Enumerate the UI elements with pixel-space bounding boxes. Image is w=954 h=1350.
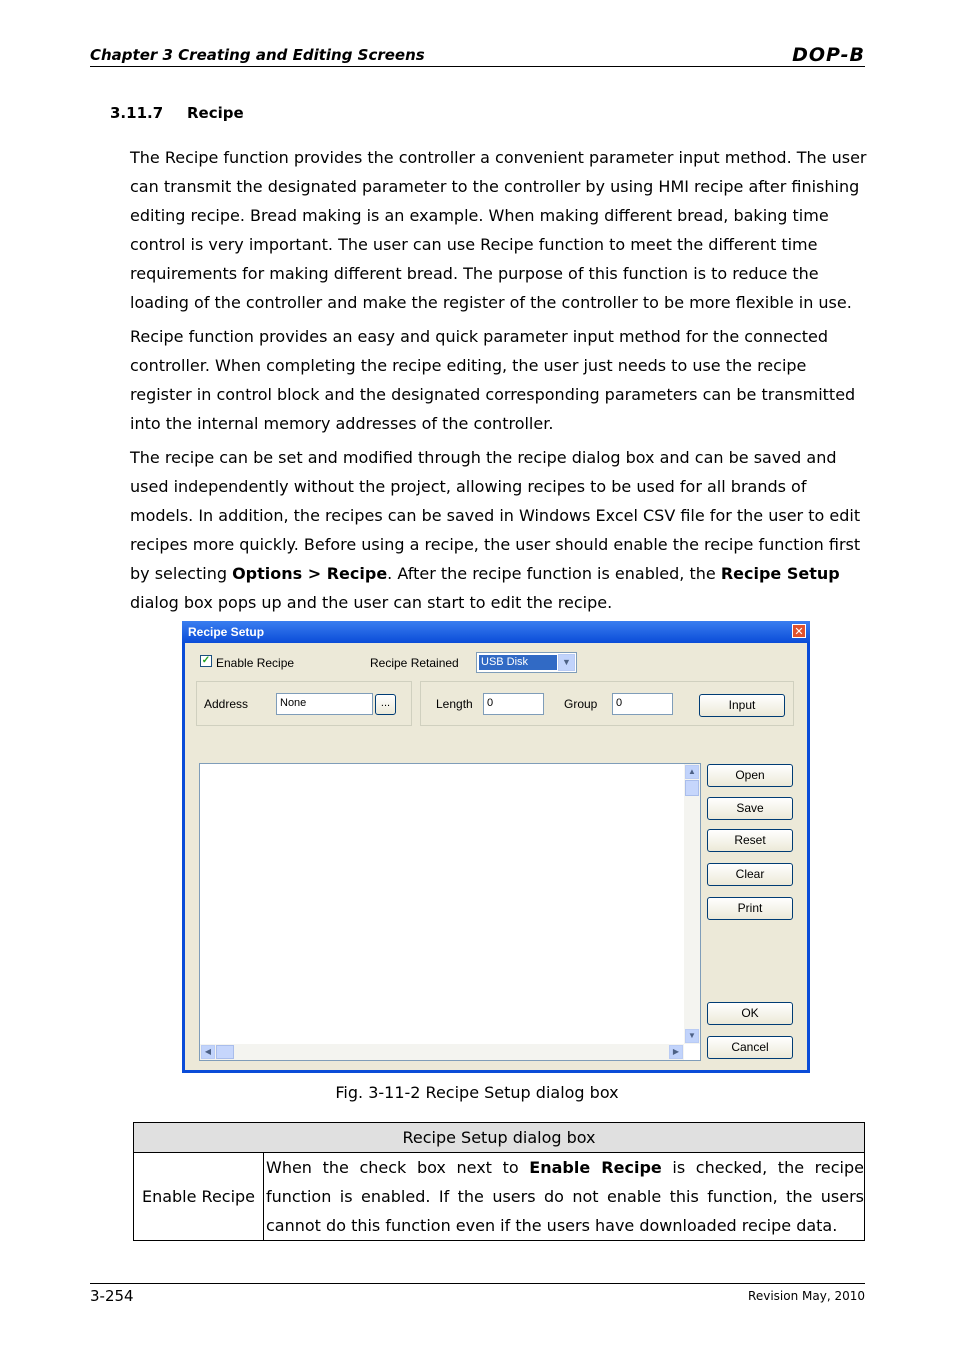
clear-button[interactable]: Clear <box>707 863 793 886</box>
table-row-name: Enable Recipe <box>134 1153 264 1241</box>
page-header <box>90 44 865 67</box>
length-field[interactable]: 0 <box>483 693 544 715</box>
scroll-down-icon[interactable]: ▼ <box>685 1029 699 1043</box>
dialog-titlebar[interactable] <box>182 621 810 643</box>
save-button[interactable]: Save <box>707 797 793 820</box>
input-button[interactable]: Input <box>699 694 785 717</box>
horizontal-scrollbar[interactable] <box>200 1044 684 1060</box>
recipe-list-area[interactable] <box>199 763 701 1061</box>
vertical-scroll-thumb[interactable] <box>685 780 699 796</box>
recipe-retained-label: Recipe Retained <box>370 656 459 670</box>
paragraph-1: The Recipe function provides the controller a convenient parameter input method. The user can transmit the designated parameter to the controller by using HMI recipe after finishing editing recipe. Bread making is an example. When making different bread, baking time control is very important. The user can use Recipe function to meet the different time requirements for making different bread. The purpose of this function is to reduce the loading of the controller and make the register of the controller to be more flexible in use. <box>130 148 867 312</box>
enable-recipe-checkbox[interactable]: ✓ <box>201 655 211 666</box>
scroll-left-icon[interactable]: ◀ <box>201 1045 215 1059</box>
address-label: Address <box>204 697 249 711</box>
scroll-right-icon[interactable]: ▶ <box>669 1045 683 1059</box>
row-text-a: When the check box next to <box>266 1158 530 1177</box>
scroll-up-icon[interactable]: ▲ <box>685 765 699 779</box>
enable-recipe-label: Enable Recipe <box>216 656 295 670</box>
page-footer <box>90 1283 865 1305</box>
section-number: 3.11.7 <box>110 104 164 122</box>
close-icon[interactable]: ✕ <box>792 624 806 638</box>
bold-recipe: Recipe <box>326 564 388 583</box>
group-field[interactable]: 0 <box>612 693 673 715</box>
vertical-scrollbar[interactable] <box>684 764 700 1044</box>
row-text-bold: Enable Recipe <box>529 1158 662 1177</box>
table-row <box>134 1153 865 1241</box>
recipe-setup-dialog <box>182 621 810 1073</box>
length-label: Length <box>436 697 473 711</box>
brand-logo: DOP-B <box>792 44 865 66</box>
ok-button[interactable]: OK <box>707 1002 793 1025</box>
section-title: Recipe <box>187 104 244 122</box>
paragraph-2: Recipe function provides an easy and quick parameter input method for the connected controller. When completing the recipe editing, the user just needs to use the recipe register in control block and the designated corresponding parameters can be transmitted into the internal memory addresses of the controller. <box>130 327 856 433</box>
table-row-description <box>264 1153 865 1241</box>
paragraph-3 <box>130 443 870 617</box>
revision-text: Revision May, 2010 <box>748 1289 865 1303</box>
bold-arrow: > <box>302 564 327 583</box>
chevron-down-icon[interactable]: ▼ <box>558 654 575 671</box>
address-group <box>196 681 412 726</box>
group-label: Group <box>564 697 598 711</box>
horizontal-scroll-thumb[interactable] <box>216 1045 234 1059</box>
paragraph-3-text-2: . After the recipe function is enabled, the <box>387 564 721 583</box>
paragraph-3-text-3: dialog box pops up and the user can start to edit the recipe. <box>130 593 613 612</box>
row-text-c: is checked, the recipe function is enabled. If the users do not enable this function, the users cannot do this function even if the users have downloaded recipe data. <box>266 1158 864 1235</box>
bold-recipe-setup: Recipe Setup <box>720 564 840 583</box>
dialog-title: Recipe Setup <box>188 625 265 639</box>
browse-address-button[interactable]: ... <box>375 694 396 715</box>
page-number: 3-254 <box>90 1287 134 1305</box>
address-field[interactable]: None <box>276 693 373 715</box>
table-header: Recipe Setup dialog box <box>134 1123 865 1153</box>
print-button[interactable]: Print <box>707 897 793 920</box>
length-group <box>420 681 794 726</box>
reset-button[interactable]: Reset <box>707 829 793 852</box>
recipe-retained-value: USB Disk <box>479 655 557 670</box>
figure-caption: Fig. 3-11-2 Recipe Setup dialog box <box>335 1083 619 1102</box>
recipe-retained-select[interactable] <box>476 652 577 673</box>
cancel-button[interactable]: Cancel <box>707 1036 793 1059</box>
open-button[interactable]: Open <box>707 764 793 787</box>
chapter-title: Chapter 3 Creating and Editing Screens <box>90 46 425 64</box>
bold-options: Options <box>232 564 303 583</box>
dialog-client <box>185 643 807 1070</box>
section-heading <box>110 104 244 122</box>
description-table <box>133 1122 865 1241</box>
paragraph-3-text: The recipe can be set and modified through the recipe dialog box and can be saved and used independently without the project, allowing recipes to be used for all brands of models. In addition, the recipes can be saved in Windows Excel CSV file for the user to edit recipes more quickly. Before using a recipe, the user should enable the recipe function first by selecting <box>130 448 861 583</box>
